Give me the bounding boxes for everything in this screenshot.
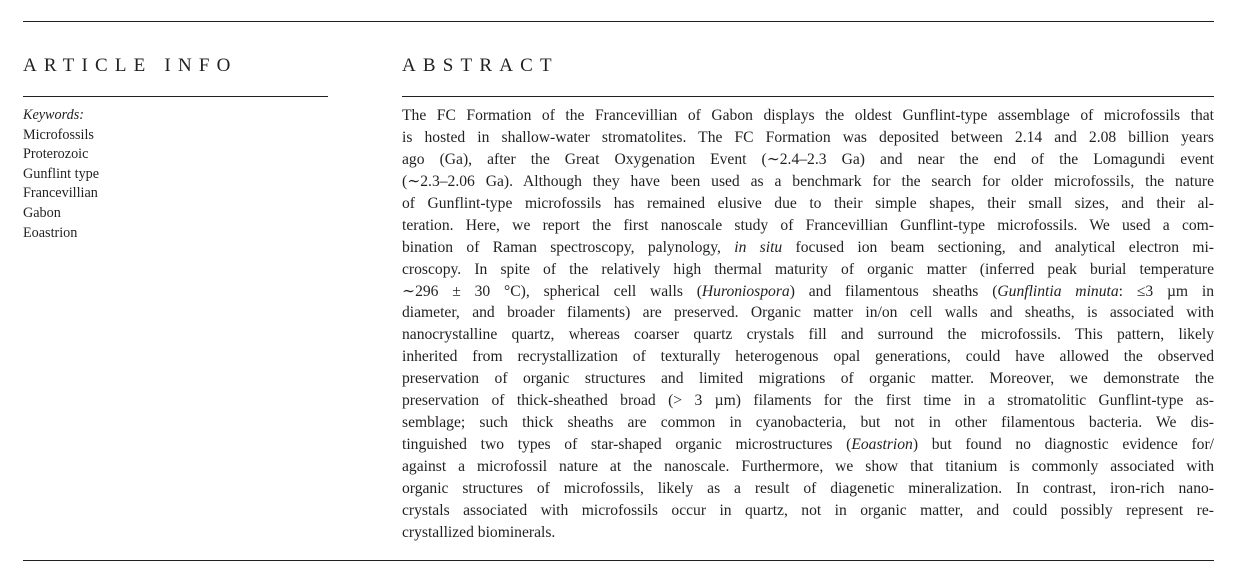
abstract-line [402, 478, 1214, 500]
abstract-line [402, 368, 1214, 390]
abstract-line [402, 171, 1214, 193]
abstract-line [402, 127, 1214, 149]
abstract-divider [402, 96, 1214, 97]
italic-term: Eoastrion [851, 436, 913, 454]
article-info-divider [23, 96, 328, 97]
keyword-item: Gabon [23, 204, 61, 221]
abstract-text: crystals associated with microfossils occur in quartz, not in organic matter, and could possibly represent re- [402, 501, 1214, 519]
abstract-body [402, 105, 1214, 544]
keyword-item: Francevillian [23, 185, 98, 202]
abstract-text: is hosted in shallow-water stromatolites. The FC Formation was deposited between 2.14 and 2.08 billion years [402, 128, 1214, 146]
keywords-label: Keywords: [23, 107, 84, 123]
abstract-line [402, 324, 1214, 346]
bottom-divider [23, 560, 1214, 561]
abstract-text: inherited from recrystallization of texturally heterogenous opal generations, could have allowed the observed [402, 348, 1214, 366]
article-info-heading: ARTICLE INFO [23, 55, 238, 76]
abstract-line [402, 105, 1214, 127]
abstract-text: ) and filamentous sheaths ( [789, 282, 998, 300]
abstract-text: croscopy. In spite of the relatively high thermal maturity of organic matter (inferred peak burial temperature [402, 260, 1214, 278]
abstract-text: crystallized biominerals. [402, 523, 556, 541]
italic-term: Huroniospora [701, 282, 790, 300]
keywords-list [23, 106, 323, 243]
italic-term: Gunflintia minuta [997, 282, 1119, 300]
abstract-line [402, 390, 1214, 412]
abstract-text: : ≤3 µm in [1118, 282, 1214, 300]
abstract-text: ago (Ga), after the Great Oxygenation Event (∼2.4–2.3 Ga) and near the end of the Lomagundi event [402, 150, 1214, 168]
abstract-line [402, 412, 1214, 434]
abstract-text: ) but found no diagnostic evidence for/ [912, 436, 1214, 454]
abstract-text: The FC Formation of the Francevillian of Gabon displays the oldest Gunflint-type assemblage of microfossils that [402, 107, 1214, 124]
abstract-text: focused ion beam sectioning, and analytical electron mi- [782, 238, 1214, 256]
abstract-text: ∼296 ± 30 °C), spherical cell walls ( [402, 282, 702, 300]
abstract-line [402, 237, 1214, 259]
abstract-text: preservation of organic structures and limited migrations of organic matter. Moreover, we demonstrate the [402, 370, 1214, 388]
top-divider [23, 21, 1214, 22]
abstract-line [402, 302, 1214, 324]
abstract-text: semblage; such thick sheaths are common in cyanobacteria, but not in other filamentous bacteria. We dis- [402, 414, 1214, 432]
abstract-line [402, 259, 1214, 281]
abstract-text: nanocrystalline quartz, whereas coarser quartz crystals fill and surround the microfossils. This pattern, likely [402, 326, 1214, 344]
abstract-line [402, 522, 1214, 544]
abstract-text: (∼2.3–2.06 Ga). Although they have been used as a benchmark for the search for older microfossils, the nature [402, 172, 1214, 190]
abstract-line [402, 434, 1214, 456]
abstract-text: against a microfossil nature at the nanoscale. Furthermore, we show that titanium is commonly associated with [402, 458, 1214, 475]
keyword-item: Gunflint type [23, 165, 100, 182]
keyword-item: Proterozoic [23, 146, 89, 163]
abstract-text: teration. Here, we report the first nanoscale study of Francevillian Gunflint-type microfossils. We used a com- [402, 216, 1214, 234]
italic-term: in situ [734, 238, 783, 256]
abstract-text: bination of Raman spectroscopy, palynology, [402, 238, 735, 256]
keyword-item: Eoastrion [23, 224, 78, 241]
abstract-text: of Gunflint-type microfossils has remained elusive due to their simple shapes, their small sizes, and their al- [402, 194, 1214, 212]
abstract-line [402, 500, 1214, 522]
abstract-text: diameter, and broader filaments) are preserved. Organic matter in/on cell walls and sheaths, is associated with [402, 304, 1214, 322]
abstract-text: tinguished two types of star-shaped organic microstructures ( [402, 436, 852, 454]
abstract-line [402, 346, 1214, 368]
abstract-line [402, 456, 1214, 478]
abstract-heading: ABSTRACT [402, 55, 559, 76]
abstract-line [402, 215, 1214, 237]
abstract-line [402, 281, 1214, 303]
abstract-line [402, 149, 1214, 171]
abstract-text: organic structures of microfossils, likely as a result of diagenetic mineralization. In contrast, iron-rich nano- [402, 479, 1214, 497]
abstract-text: preservation of thick-sheathed broad (> 3 µm) filaments for the first time in a stromatolitic Gunflint-type as- [402, 392, 1214, 410]
abstract-line [402, 193, 1214, 215]
keyword-item: Microfossils [23, 126, 94, 143]
